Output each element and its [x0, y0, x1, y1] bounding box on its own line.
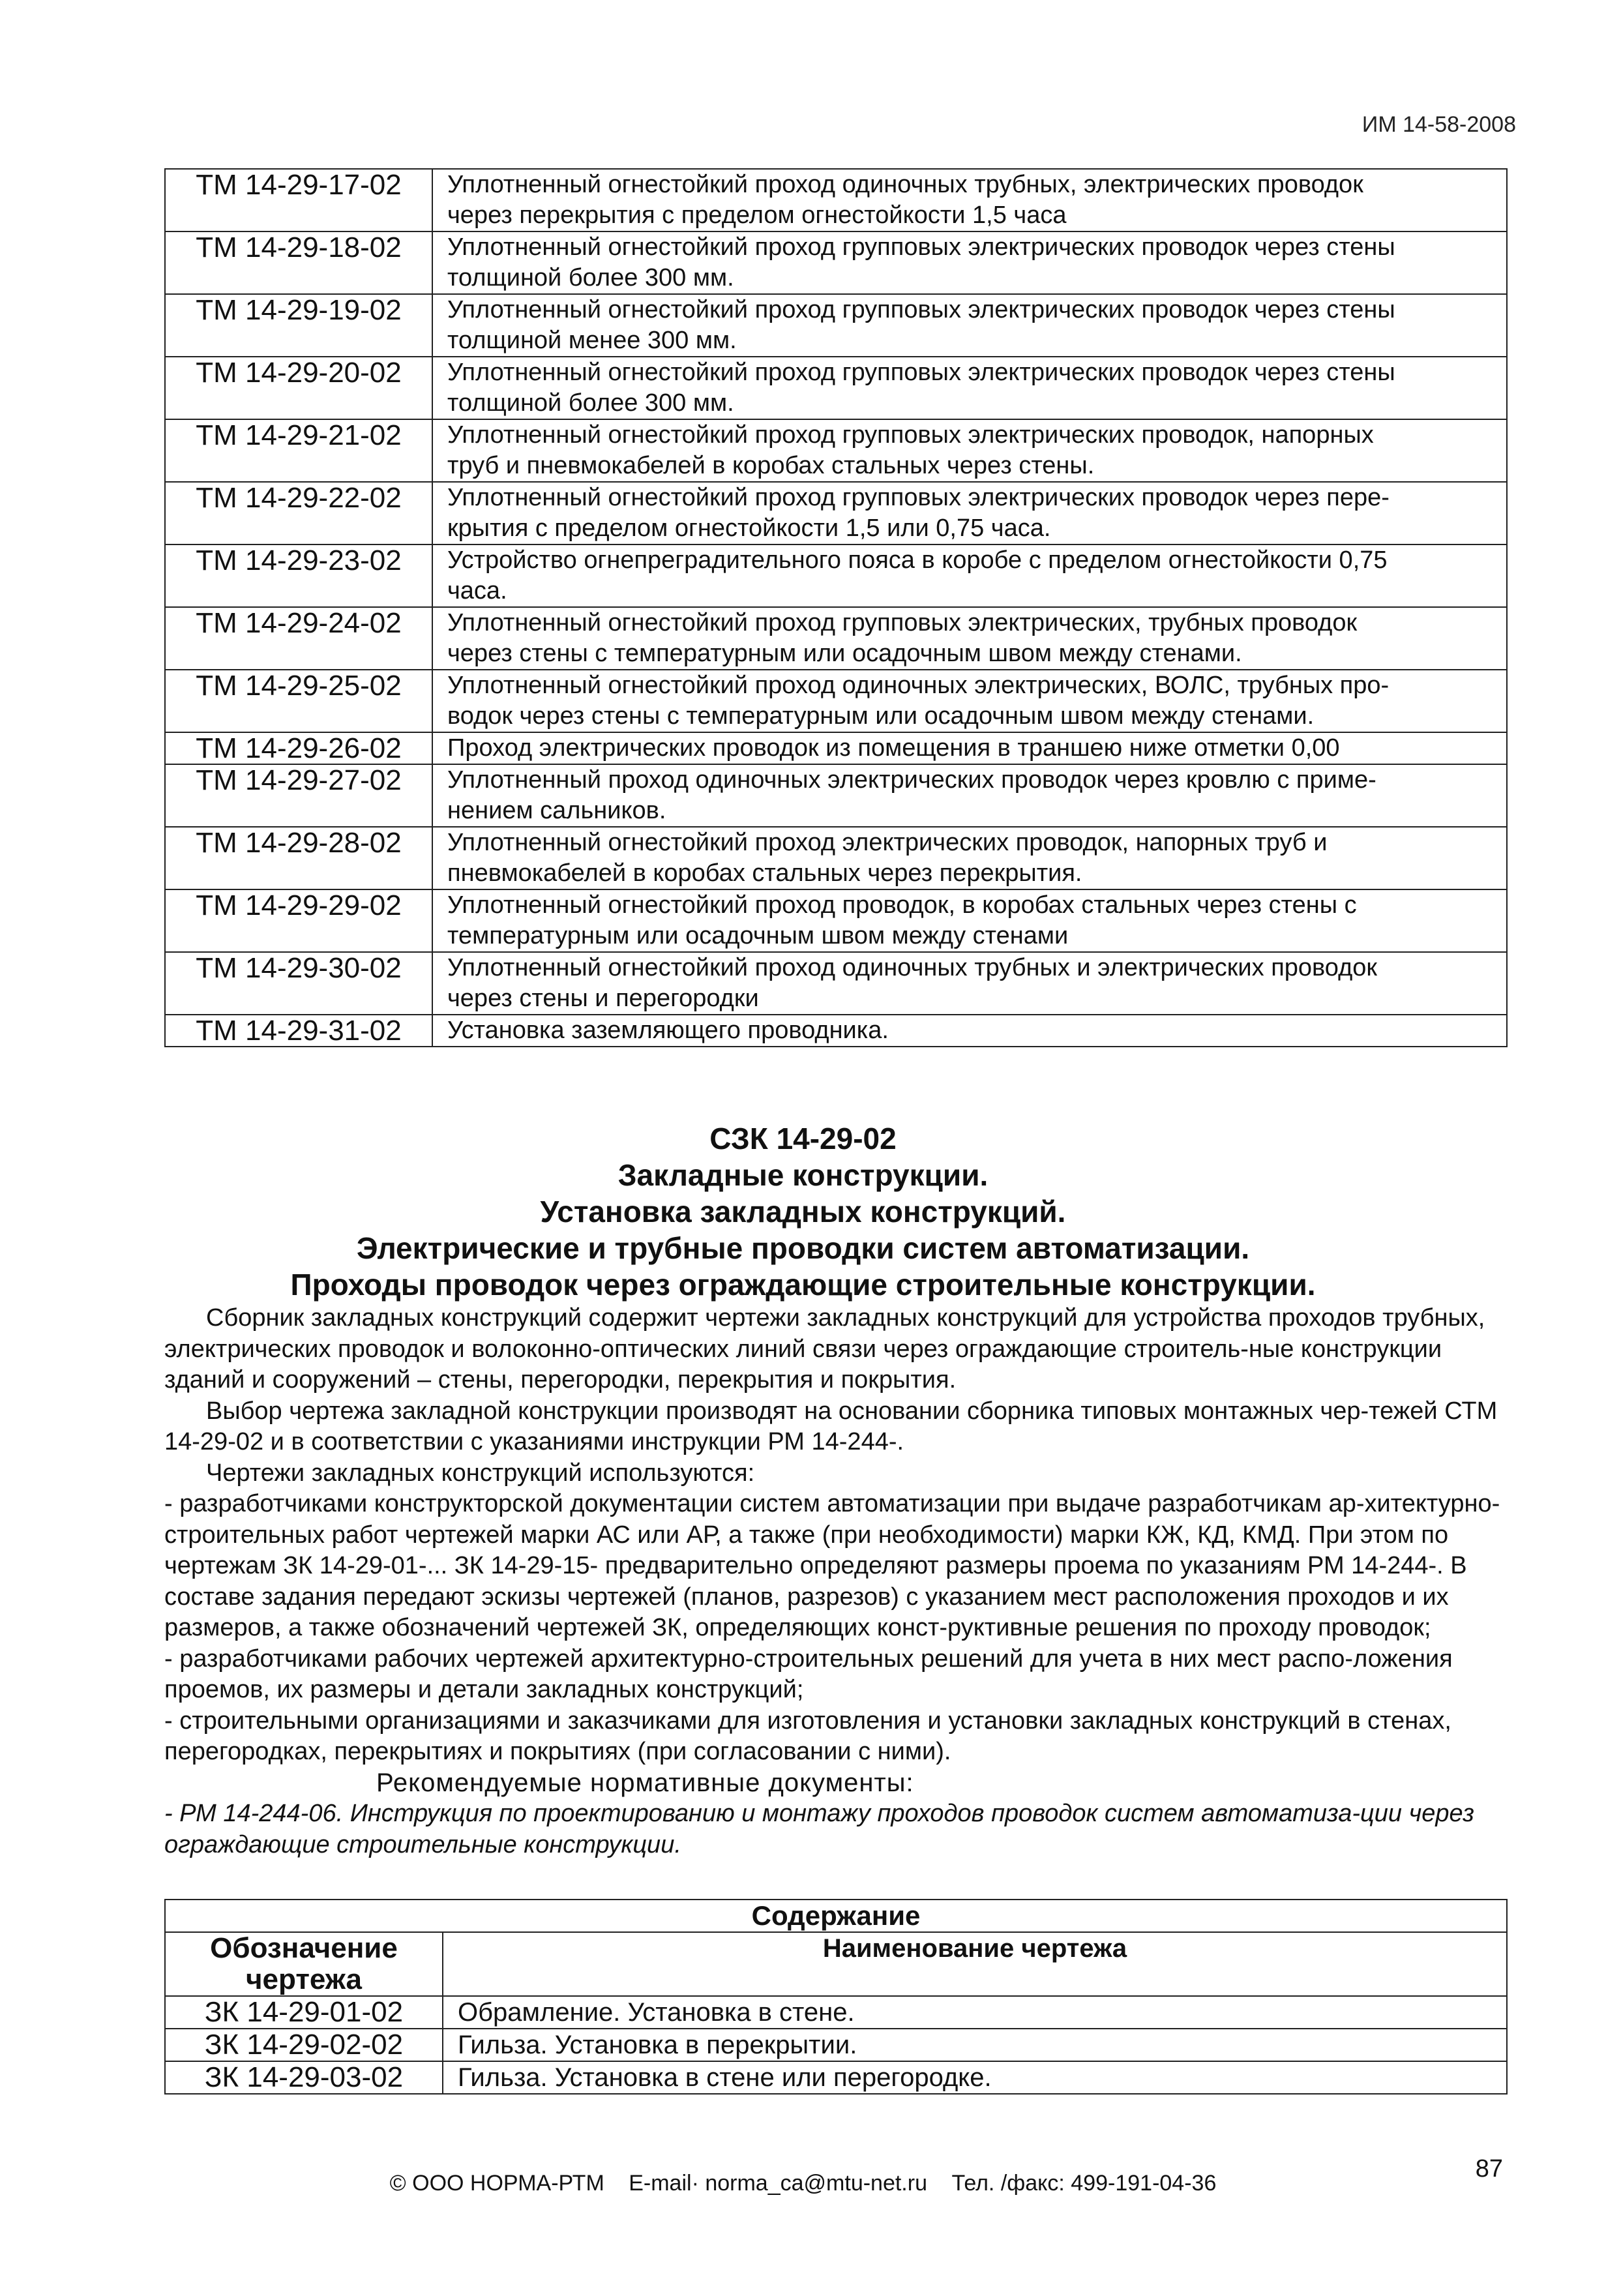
drawing-name: [432, 732, 1507, 764]
footer-email: E-mail· norma_ca@mtu-net.ru: [629, 2171, 927, 2196]
table-row: [165, 1015, 1507, 1047]
contents-name: Обрамление. Установка в стене.: [443, 1996, 1507, 2029]
contents-caption: Содержание: [165, 1900, 1507, 1932]
drawing-name-line: Уплотненный огнестойкий проход групповых электрических проводок через стены: [447, 296, 1395, 323]
drawing-name-line: Уплотненный огнестойкий проход групповых электрических проводок через пере-: [447, 484, 1390, 511]
drawing-name-line: толщиной менее 300 мм.: [447, 327, 737, 354]
table-row: [165, 2061, 1507, 2094]
drawing-name: [432, 764, 1507, 827]
drawing-code: ТМ 14-29-29-02: [165, 889, 432, 952]
drawing-name-line: часа.: [447, 577, 507, 604]
drawing-name: [432, 482, 1507, 544]
table-row: [165, 294, 1507, 357]
paragraph: Чертежи закладных конструкций используются:: [206, 1459, 755, 1487]
drawing-name-line: температурным или осадочным швом между стенами: [447, 922, 1069, 949]
drawing-name-line: через стены и перегородки: [447, 985, 759, 1012]
paragraph: Выбор чертежа закладной конструкции производят на основании сборника типовых монтажных чер-тежей СТМ 14-29-02 и в соответствии с указаниями инструкции РМ 14-244-.: [164, 1397, 1498, 1455]
table-row: [165, 952, 1507, 1015]
drawing-name: [432, 670, 1507, 732]
table-row: [165, 1996, 1507, 2029]
contents-name: Гильза. Установка в перекрытии.: [443, 2029, 1507, 2061]
paragraph: Сборник закладных конструкций содержит чертежи закладных конструкций для устройства проходов трубных, электрических проводок и волоконно-оптических линий связи через ограждающие строитель-ные конструкции зданий и сооружений – стены, перегородки, перекрытия и покрытия.: [164, 1304, 1485, 1394]
drawing-code: ТМ 14-29-19-02: [165, 294, 432, 357]
drawing-code: ТМ 14-29-18-02: [165, 231, 432, 294]
drawing-code: ТМ 14-29-24-02: [165, 607, 432, 670]
drawing-name: [432, 544, 1507, 607]
drawing-code: ТМ 14-29-17-02: [165, 169, 432, 231]
drawing-code: ТМ 14-29-30-02: [165, 952, 432, 1015]
drawing-name: [432, 419, 1507, 482]
drawing-code: ТМ 14-29-23-02: [165, 544, 432, 607]
drawing-name-line: крытия с пределом огнестойкости 1,5 или 0,75 часа.: [447, 514, 1051, 542]
table-row: [165, 2029, 1507, 2061]
section-body: [164, 1303, 1508, 1860]
contents-code: ЗК 14-29-01-02: [165, 1996, 443, 2029]
table-row: [165, 889, 1507, 952]
drawing-name-line: труб и пневмокабелей в коробах стальных через стены.: [447, 452, 1095, 479]
bullet-paragraph: - разработчиками рабочих чертежей архитектурно-строительных решений для учета в них мест распо-ложения проемов, их размеры и детали закладных конструкций;: [164, 1645, 1453, 1703]
table-row: [165, 827, 1507, 889]
drawing-name-line: водок через стены с температурным или осадочным швом между стенами.: [447, 702, 1315, 730]
drawing-code: ТМ 14-29-31-02: [165, 1015, 432, 1047]
drawing-name: [432, 952, 1507, 1015]
recommended-heading: Рекомендуемые нормативные документы:: [376, 1768, 914, 1797]
bullet-paragraph: - разработчиками конструкторской документации систем автоматизации при выдаче разработчикам ар-хитектурно-строительных работ чертежей марки АС или АР, а также (при необходимости) марки КЖ, КД, КМД. При этом по чертежам ЗК 14-29-01-... ЗК 14-29-15- предварительно определяют размеры проема по указаниям РМ 14-244-. В составе задания передают эскизы чертежей (планов, разрезов) с указанием мест расположения проходов и их размеров, а также обозначений чертежей ЗК, определяющих конст-руктивные решения по проходу проводок;: [164, 1490, 1500, 1641]
drawing-name: [432, 607, 1507, 670]
drawing-code: ТМ 14-29-27-02: [165, 764, 432, 827]
document-code: ИМ 14-58-2008: [1361, 112, 1516, 137]
table-row: [165, 544, 1507, 607]
contents-name: Гильза. Установка в стене или перегородке.: [443, 2061, 1507, 2094]
drawing-name-line: толщиной более 300 мм.: [447, 389, 734, 417]
drawing-name-line: Уплотненный огнестойкий проход одиночных трубных и электрических проводок: [447, 954, 1378, 981]
table-row: [165, 732, 1507, 764]
contents-header-row: [165, 1932, 1507, 1996]
table-row: [165, 169, 1507, 231]
drawing-code: ТМ 14-29-26-02: [165, 732, 432, 764]
drawing-name: [432, 169, 1507, 231]
section-title-line: Электрические и трубные проводки систем автоматизации.: [356, 1231, 1250, 1265]
drawing-name-line: Уплотненный огнестойкий проход групповых электрических проводок, напорных: [447, 421, 1374, 449]
drawings-table: [164, 168, 1508, 1047]
table-row: [165, 764, 1507, 827]
drawing-name: [432, 294, 1507, 357]
section-title: [0, 1120, 1606, 1303]
drawing-name-line: Уплотненный проход одиночных электрических проводок через кровлю с приме-: [447, 766, 1376, 794]
drawing-name-line: через перекрытия с пределом огнестойкости 1,5 часа: [447, 201, 1067, 229]
drawing-name: [432, 889, 1507, 952]
table-row: [165, 607, 1507, 670]
drawing-name-line: Уплотненный огнестойкий проход электрических проводок, напорных труб и: [447, 829, 1328, 856]
drawing-name: [432, 231, 1507, 294]
section-title-line: Установка закладных конструкций.: [540, 1195, 1066, 1229]
drawing-code: ТМ 14-29-22-02: [165, 482, 432, 544]
table-row: [165, 419, 1507, 482]
bullet-paragraph: - строительными организациями и заказчиками для изготовления и установки закладных конструкций в стенах, перегородках, перекрытиях и покрытиях (при согласовании с ними).: [164, 1707, 1451, 1765]
section-title-line: Закладные конструкции.: [617, 1158, 989, 1192]
page-number: 87: [1475, 2155, 1503, 2183]
drawing-code: ТМ 14-29-20-02: [165, 357, 432, 419]
drawing-name-line: Уплотненный огнестойкий проход проводок, в коробах стальных через стены с: [447, 891, 1357, 919]
drawing-name-line: Устройство огнепреградительного пояса в коробе с пределом огнестойкости 0,75: [447, 546, 1388, 574]
drawing-name-line: Уплотненный огнестойкий проход групповых электрических проводок через стены: [447, 233, 1395, 261]
column-header-code: Обозначение чертежа: [165, 1932, 443, 1996]
drawing-name-line: Установка заземляющего проводника.: [447, 1017, 889, 1044]
contents-table: [164, 1899, 1508, 2095]
drawing-name: [432, 357, 1507, 419]
drawing-code: ТМ 14-29-21-02: [165, 419, 432, 482]
footer-company: © ООО НОРМА-РТМ: [389, 2171, 604, 2196]
drawing-name-line: толщиной более 300 мм.: [447, 264, 734, 291]
table-row: [165, 482, 1507, 544]
drawing-code: ТМ 14-29-25-02: [165, 670, 432, 732]
table-row: [165, 357, 1507, 419]
drawing-name-line: Уплотненный огнестойкий проход групповых электрических, трубных проводок: [447, 609, 1358, 636]
drawing-code: ТМ 14-29-28-02: [165, 827, 432, 889]
drawing-name: [432, 827, 1507, 889]
column-header-name: Наименование чертежа: [443, 1932, 1507, 1996]
drawing-name-line: Уплотненный огнестойкий проход одиночных трубных, электрических проводок: [447, 171, 1363, 198]
page-footer: [0, 2171, 1606, 2196]
table-row: [165, 231, 1507, 294]
section-title-line: СЗК 14-29-02: [709, 1122, 897, 1155]
drawing-name-line: пневмокабелей в коробах стальных через перекрытия.: [447, 859, 1082, 887]
drawing-name: [432, 1015, 1507, 1047]
drawing-name-line: нением сальников.: [447, 797, 666, 824]
contents-code: ЗК 14-29-02-02: [165, 2029, 443, 2061]
recommended-document: - РМ 14-244-06. Инструкция по проектированию и монтажу проходов проводок систем автоматиза-ции через ограждающие строительные конструкции.: [164, 1800, 1474, 1858]
drawing-name-line: через стены с температурным или осадочным швом между стенами.: [447, 640, 1242, 667]
section-title-line: Проходы проводок через ограждающие строительные конструкции.: [290, 1268, 1316, 1302]
drawing-name-line: Проход электрических проводок из помещения в траншею ниже отметки 0,00: [447, 734, 1340, 762]
drawing-name-line: Уплотненный огнестойкий проход одиночных электрических, ВОЛС, трубных про-: [447, 672, 1390, 699]
footer-phone: Тел. /факс: 499-191-04-36: [951, 2171, 1217, 2196]
contents-code: ЗК 14-29-03-02: [165, 2061, 443, 2094]
drawing-name-line: Уплотненный огнестойкий проход групповых электрических проводок через стены: [447, 359, 1395, 386]
contents-caption-row: [165, 1900, 1507, 1932]
table-row: [165, 670, 1507, 732]
